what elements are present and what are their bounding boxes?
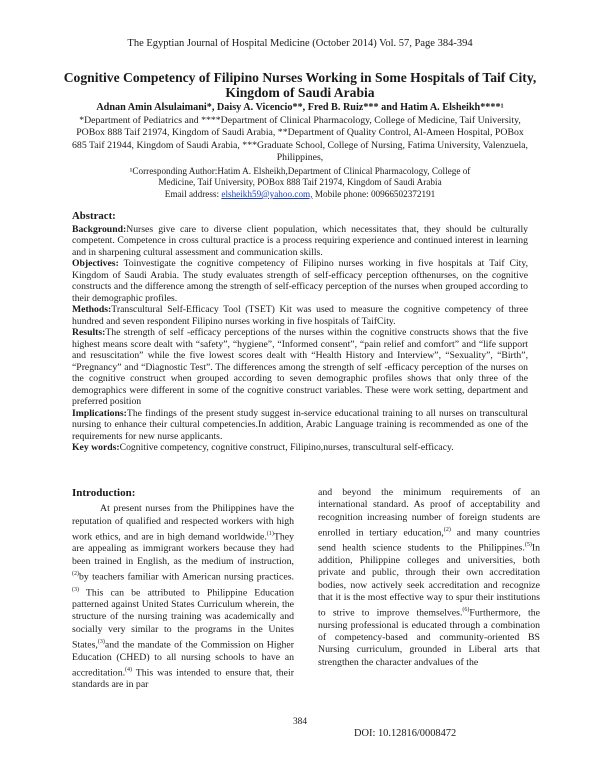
results-label: Results: (72, 327, 106, 338)
objectives-label: Objectives: (72, 258, 119, 269)
email-label: Email address: (164, 188, 222, 199)
author-list: Adnan Amin Alsulaimani*, Daisy A. Vicencio**, Fred B. Ruiz*** and Hatim A. Elsheikh****¹ (96, 102, 504, 113)
methods-text: Transcultural Self-Efficacy Tool (TSET) Kit was used to measure the cognitive competency of three hundred and seven respondent Filipino nurses working in five hospitals of TaifCity. (72, 304, 528, 327)
background-text: Nurses give care to diverse client population, which necessitates that, they should be culturally competent. Competence in cross cultural practice is a process requiring experience and continued interest in learning and in sharpening cultural assessment and communication skills. (72, 223, 528, 258)
intro-column-left (72, 487, 294, 692)
citation-superscript: (2) (443, 526, 451, 533)
citation-superscript: (1) (266, 530, 274, 537)
journal-header: The Egyptian Journal of Hospital Medicine (October 2014) Vol. 57, Page 384-394 (127, 38, 473, 49)
methods-label: Methods: (72, 304, 112, 315)
citation-superscript: (6) (462, 607, 470, 614)
abstract-methods (72, 304, 528, 327)
abstract-heading: Abstract: (72, 210, 116, 222)
intro-paragraph-left: At present nurses from the Philippines have the reputation of qualified and respected workers with high work ethics, and are in high demand worldwide.$^{(1)}$They are appealing as immigrant workers because they had been trained in English, as the medium of instruction,$^{(2)}$by teachers familiar with American nursing practices.$^{(3)}$ This can be attributed to Philippine Education patterned against United States Curriculum wherein, the structure of the nursing training was academically and socially very similar to the programs in the Unites States,$^{(3)}$and the mandate of the Commission on Higher Education (CHED) to all nursing schools to have an accreditation.$^{(4)}$ This was intended to ensure that, their standards are in par (72, 503, 294, 691)
introduction-heading: Introduction: (72, 487, 136, 499)
email-link[interactable]: elsheikh59@yahoo.com, (221, 188, 313, 199)
citation-superscript: (3) (97, 639, 105, 646)
objectives-text: Toinvestigate the cognitive competency of Filipino nurses working in five hospitals at Taif City, Kingdom of Saudi Arabia. The study evaluates strength of self-efficacy perception ofthenurses, on the cognitive constructs and the difference among the strength of self-efficacy perception of the nurses when grouped according to their demographic profiles. (72, 258, 528, 304)
abstract-objectives (72, 258, 528, 304)
paper-title: Cognitive Competency of Filipino Nurses Working in Some Hospitals of Taif City, Kingdom of Saudi Arabia (63, 70, 537, 100)
abstract-implications (72, 408, 528, 443)
page-number: 384 (292, 717, 308, 727)
doi: DOI: 10.12816/0008472 (354, 728, 457, 739)
abstract-background (72, 224, 528, 259)
citation-superscript: (3) (72, 586, 79, 593)
abstract (72, 211, 528, 454)
affiliations: *Department of Pediatrics and ****Department of Clinical Pharmacology, College of Medicine, Taif University, POBox 888 Taif 21974, Kingdom of Saudi Arabia, **Department of Quality Control, Al-Ameen Hospital, POBox 685 Taif 21944, Kingdom of Saudi Arabia, ***Graduate School, College of Nursing, Fatima University, Valenzuela, Philippines, (72, 115, 528, 163)
mobile-phone: Mobile phone: 00966502372191 (312, 188, 436, 199)
citation-superscript: (5) (524, 542, 532, 549)
citation-superscript: (2) (72, 571, 79, 578)
citation-superscript: (4) (125, 666, 133, 673)
keywords-label: Key words: (72, 442, 120, 453)
corresponding-author (115, 166, 485, 200)
intro-paragraph-right: and beyond the minimum requirements of an international standard. As proof of acceptability and recognition increasing number of foreign students are enrolled in tertiary education,$^{(2)}$ and many countries send health science students to the Philippines.$^{(5)}$In addition, Philippine colleges and universities, both private and public, through their own accreditation bodies, now actively seek accreditation and recognize that it is the most effective way to spur their institutions to strive to improve themselves.$^{(6)}$Furthermore, the nursing professional is educated through a combination of competency-based and community-oriented BS Nursing curriculum, grounded in Liberal arts that strengthen the character andvalues of the (318, 487, 541, 668)
results-text: The strength of self -efficacy perceptions of the nurses within the cognitive constructs shows that the five highest means score dealt with “safety”, “hygiene”, “Informed consent”, “pain relief and comfort” and “life support and resuscitation” while the five lowest scores dealt with “Health History and Interview”, “Sexuality”, “Birth”, “Pregnancy” and “Diagnostic Test”. The differences among the strength of self -efficacy perception of the nurses on the cognitive construct when grouped according to seven demographic profiles shows that only three of the demographics were different in some of the cognitive construct variables. These were work setting, department and preferred position (72, 327, 528, 407)
corresponding-author-text: ¹Corresponding Author:Hatim A. Elsheikh,Department of Clinical Pharmacology, College of Medicine, Taif University, POBox 888 Taif 21974, Kingdom of Saudi Arabia (129, 166, 471, 188)
abstract-results (72, 327, 528, 408)
implications-text: The findings of the present study suggest in-service educational training to all nurses on transcultural nursing to enhance their cultural competencies.In addition, Arabic Language training is recommended as one of the requirements for new nurse applicants. (72, 407, 528, 442)
background-label: Background: (72, 223, 127, 235)
implications-label: Implications: (72, 407, 127, 419)
intro-column-right (318, 487, 540, 669)
keywords-text: Cognitive competency, cognitive construct, Filipino,nurses, transcultural self-efficacy. (119, 442, 454, 453)
abstract-keywords (72, 442, 528, 454)
